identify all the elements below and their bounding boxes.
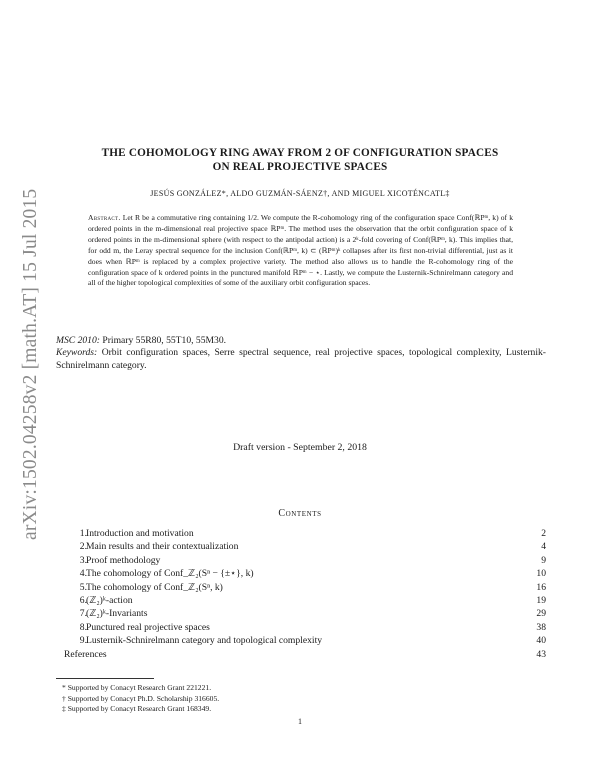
page-number: 1	[298, 717, 302, 726]
toc-item-title: (ℤ₂)ᵏ-action	[86, 594, 133, 606]
toc-references-title: References	[64, 648, 107, 660]
toc-item[interactable]	[56, 594, 546, 607]
toc-item-title: The cohomology of Conf_ℤ₂(Sⁿ, k)	[86, 581, 223, 593]
toc-item-page: 19	[536, 594, 546, 606]
toc-item-page: 10	[536, 568, 546, 580]
toc-item[interactable]	[56, 634, 546, 647]
toc-item[interactable]	[56, 621, 546, 634]
abstract-text: Let R be a commutative ring containing 1/2. We compute the R-cohomology ring of the configuration space Conf(ℝPᵐ, k) of k ordered points in the m-dimensional real projective space ℝPᵐ. The method uses the observation that the orbit configuration space of k ordered points in the m-dimensional sphere (with respect to the antipodal action) is a 2ᵏ-fold covering of Conf(ℝPᵐ, k). This implies that, for odd m, the Leray spectral sequence for the inclusion Conf(ℝPᵐ, k) ⊂ (ℝPᵐ)ᵏ collapses after its first non-trivial differential, just as it does when ℝPᵐ is replaced by a complex projective variety. The method also allows us to handle the R-cohomology ring of the configuration space of k ordered points in the punctured manifold ℝPᵐ − ⋆. Lastly, we compute the Lusternik-Schnirelmann category and all of the higher topological complexities of some of the auxiliary orbit configuration spaces.	[88, 213, 513, 288]
toc-references[interactable]	[56, 648, 546, 661]
paper-title	[60, 146, 540, 174]
toc-item-title: Introduction and motivation	[86, 528, 194, 539]
footnote-3: ‡ Supported by Conacyt Research Grant 168349.	[62, 704, 212, 713]
footnote-1: * Supported by Conacyt Research Grant 221221.	[62, 683, 212, 692]
footnote-rule	[56, 678, 154, 679]
toc-item-page: 40	[536, 635, 546, 647]
toc-item-title: Punctured real projective spaces	[86, 621, 210, 633]
toc-item-page: 16	[536, 581, 546, 593]
toc-item[interactable]	[56, 527, 546, 540]
toc-item-number: 7.	[79, 608, 87, 620]
toc-item-page: 29	[536, 608, 546, 620]
msc-text: Primary 55R80, 55T10, 55M30.	[102, 335, 227, 346]
toc-item[interactable]	[56, 540, 546, 553]
toc-item-title: Lusternik-Schnirelmann category and topological complexity	[86, 635, 323, 647]
abstract	[88, 213, 513, 289]
toc-item-number: 8.	[79, 621, 87, 633]
keywords-label: Keywords:	[56, 347, 98, 358]
toc-item-number: 5.	[79, 581, 87, 593]
contents-heading: Contents	[278, 508, 322, 519]
toc-item-page: 9	[541, 554, 546, 566]
toc-item[interactable]	[56, 581, 546, 594]
toc-item[interactable]	[56, 554, 546, 567]
toc-item-number: 9.	[79, 635, 87, 647]
keywords	[56, 346, 546, 372]
toc-item[interactable]	[56, 607, 546, 620]
toc-references-page: 43	[536, 648, 546, 660]
draft-version: Draft version - September 2, 2018	[233, 442, 367, 453]
title-line-1: THE COHOMOLOGY RING AWAY FROM 2 OF CONFIGURATION SPACES	[101, 147, 499, 159]
toc-item-title: Main results and their contextualization	[86, 541, 239, 553]
toc-item-page: 38	[536, 621, 546, 633]
toc-item-title: The cohomology of Conf_ℤ₂(Sⁿ − {±⋆}, k)	[86, 568, 254, 580]
toc-item-number: 3.	[79, 554, 87, 566]
footnotes	[62, 683, 219, 715]
msc-label: MSC 2010:	[56, 335, 100, 346]
toc-item-number: 6.	[79, 594, 87, 606]
toc-item-page: 2	[541, 528, 546, 539]
toc-item-page: 4	[541, 541, 546, 553]
toc-item[interactable]	[56, 567, 546, 580]
footnote-2: † Supported by Conacyt Ph.D. Scholarship 316605.	[62, 693, 220, 703]
title-line-2: ON REAL PROJECTIVE SPACES	[212, 161, 388, 173]
arxiv-identifier: arXiv:1502.04258v2 [math.AT] 15 Jul 2015	[20, 188, 41, 540]
toc-item-number: 4.	[79, 568, 87, 580]
toc-item-number: 2.	[79, 541, 87, 553]
keywords-text: Orbit configuration spaces, Serre spectral sequence, real projective spaces, topological complexity, Lusternik-Schnirelmann category.	[56, 347, 546, 371]
authors: JESÚS GONZÁLEZ*, ALDO GUZMÁN-SÁENZ†, AND MIGUEL XICOTÉNCATL‡	[150, 189, 450, 198]
abstract-lead: Abstract.	[88, 213, 121, 222]
toc-item-title: (ℤ₂)ᵏ-Invariants	[86, 608, 148, 620]
table-of-contents	[56, 527, 546, 661]
toc-item-number: 1.	[79, 528, 87, 539]
toc-item-title: Proof methodology	[86, 554, 161, 566]
